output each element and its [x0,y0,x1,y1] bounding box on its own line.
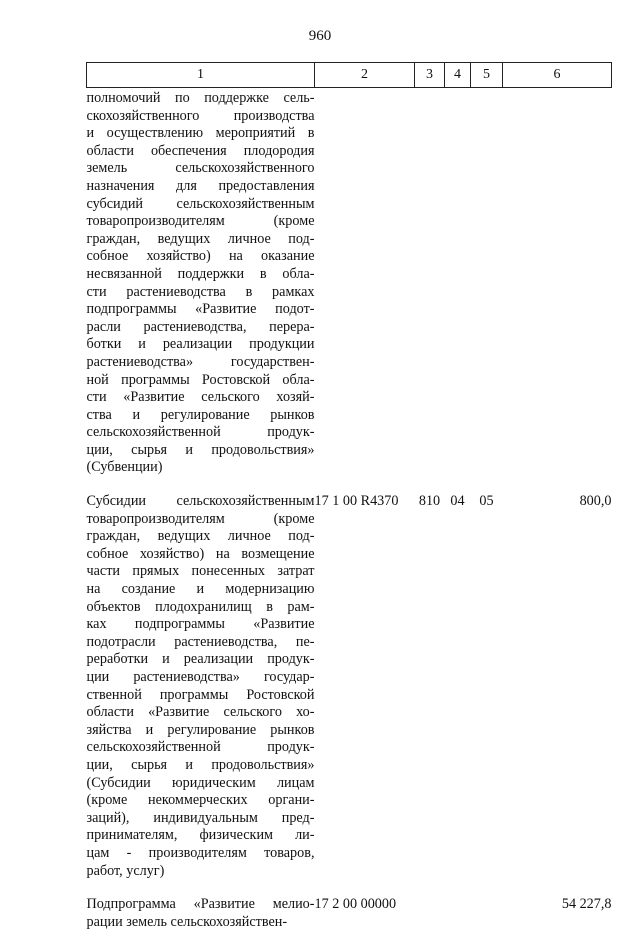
description-line: цам - производителям товаров, [86,844,315,861]
description-line: Субсидии сельскохозяйственным [86,493,315,510]
header-row [87,63,612,88]
header-col-2: 2 [315,63,415,88]
row-amount [503,88,612,486]
description-line: товаропроизводителям (кроме [86,213,315,230]
description-line: земель сельскохозяйственного [86,160,315,177]
row-col-3 [415,890,445,931]
description-line: ботки и реализации продукции [86,336,315,353]
table-row [87,88,612,486]
header-col-5: 5 [471,63,503,88]
description-line: на создание и модернизацию [86,581,315,598]
description-line: зяйства и регулирование рынков [86,721,315,738]
row-col-4: 04 [450,493,465,510]
row-description [87,890,315,931]
row-col-3 [415,88,445,486]
description-line: растениеводства» государствен- [86,353,315,370]
description-line: ции, сырья и продовольствия» [86,441,315,458]
description-line: граждан, ведущих личное под- [86,528,315,545]
description-line: части прямых понесенных затрат [86,563,315,580]
row-amount: 800,0 [579,493,612,510]
description-line: граждан, ведущих личное под- [86,230,315,247]
description-line: подпрограммы «Развитие подот- [86,301,315,318]
description-line: сельскохозяйственной продук- [86,424,315,441]
description-line: подотрасли растениеводства, пе- [86,633,315,650]
description-line: полномочий по поддержке сель- [86,90,315,106]
row-col-3: 810 [418,493,441,510]
description-line: субсидий сельскохозяйственным [86,195,315,212]
row-description [87,485,315,890]
row-col-5 [471,88,503,486]
description-line: собное хозяйство) на оказание [86,248,315,265]
header-col-4: 4 [445,63,471,88]
row-col-4 [445,890,471,931]
description-line: ции растениеводства» государ- [86,669,315,685]
row-code [315,88,415,486]
description-line: ной программы Ростовской обла- [86,371,315,388]
description-line: ственной программы Ростовской [86,686,315,703]
row-code: 17 1 00 R4370 [314,493,399,510]
description-line: ках подпрограммы «Развитие [86,616,315,633]
description-line: (Субсидии юридическим лицам [86,774,315,791]
description-line: Подпрограмма «Развитие мелио- [86,896,315,913]
row-amount: 54 227,8 [561,896,612,913]
description-line: ции, сырья и продовольствия» [86,756,315,773]
description-line: заций), индивидуальным пред- [86,809,315,826]
description-line: (Субвенции) [86,459,163,476]
description-line: расли растениеводства, перера- [86,318,315,335]
budget-table [86,62,612,931]
description-line: работ, услуг) [86,862,165,879]
row-code: 17 2 00 00000 [314,896,397,913]
description-line: сти растениеводства в рамках [86,283,315,300]
table-row [87,485,612,890]
table-row [87,890,612,931]
description-line: несвязанной поддержки в обла- [86,265,315,282]
row-col-5 [471,890,503,931]
row-description [87,88,315,486]
header-col-6: 6 [503,63,612,88]
description-line: объектов плодохранилищ в рам- [86,598,315,615]
description-line: собное хозяйство) на возмещение [86,545,315,562]
description-line: (кроме некоммерческих органи- [86,792,315,809]
header-col-3: 3 [415,63,445,88]
description-line: принимателям, физическим ли- [86,827,315,844]
row-col-4 [445,88,471,486]
description-line: назначения для предоставления [86,177,315,194]
description-line: реработки и реализации продук- [86,651,315,668]
description-line: ства и регулирование рынков [86,406,315,423]
row-col-5: 05 [479,493,494,510]
description-line: скохозяйственного производства [86,107,315,124]
description-line: сти «Развитие сельского хозяй- [86,389,315,406]
description-line: рации земель сельскохозяйствен- [86,913,288,930]
description-line: области «Развитие сельского хо- [86,704,315,721]
description-line: и осуществлению мероприятий в [86,125,315,142]
description-line: сельскохозяйственной продук- [86,739,315,756]
page-number: 960 [308,28,332,44]
description-line: товаропроизводителям (кроме [86,510,315,527]
description-line: области обеспечения плодородия [86,142,315,159]
header-col-1: 1 [87,63,315,88]
